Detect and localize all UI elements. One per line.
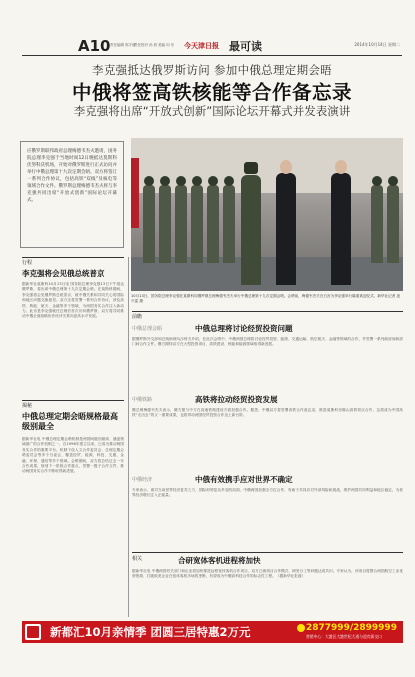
- masthead: [22, 34, 402, 56]
- honor-guard: [175, 185, 187, 263]
- leader-figure: [331, 173, 351, 285]
- article-title: 高铁将拉动经贸投资发展: [195, 395, 278, 404]
- photo-caption: 10月13日，国务院总理李克强在莫斯科同俄罗斯总理梅德韦杰夫举行中俄总理第十九次定期会晤。会晤前，梅德韦杰夫在白宫为李克强举行隆重欢迎仪式。新华社记者 庞兴雷 摄: [131, 294, 401, 303]
- article-body: 据新华社电 中俄两国有关部门和企业将加快推进远程宽体客机合作项目，双方已就项目合作模式、研发分工等问题达成共识。专家认为，该项目将整合两国航空工业优势资源，打破欧美企业在宽体客机市场的垄断，有望成为中俄高科技合作的标志性工程。（据新华社报道）: [132, 569, 403, 579]
- section-tag: 前瞻: [132, 314, 143, 320]
- section-subtag: 中俄经济: [132, 477, 153, 483]
- developer-logo-icon: [25, 624, 41, 640]
- phone-icon: [297, 624, 305, 632]
- real-estate-ad-banner[interactable]: [22, 621, 403, 643]
- lead-text-box: 应俄罗斯联邦政府总理梅德韦杰夫邀请，国务院总理李克强于当地时间12日晚抵达莫斯科伏努科沃机场，开始对俄罗斯进行正式访问并举行中俄总理第十九次定期会晤。双方将签订一系列合作协议，包括高铁“双线”及核电等领域合作文件。俄罗斯总理梅德韦杰夫将与李克强共同出席“开放式创新”国际论坛开幕式。: [20, 141, 124, 248]
- section-divider: [22, 400, 124, 401]
- news-photo: [131, 138, 403, 291]
- article-body: 据俄罗斯外交部和总统助理乌沙科夫介绍，在此次会晤中，中俄两国总理将讨论经贸投资、能源、交通运输、航空航天、金融等领域的合作，并签署一系列政府间和部门间合作文件。俄方期待双方在大型投资项目、高铁建设、核能和能源领域取得新进展。: [132, 337, 403, 347]
- article-body: 据新华社电 中俄总理定期会晤机制是两国间级别最高、涵盖领域最广的合作机制之一，自1996年建立以来，已成为推动两国务实合作的重要平台。机制下设人文合作委员会、总理定期会晤委员会等多个分委会，覆盖经贸、能源、科技、交通、金融、环保、通信等多个领域。会晤期间，双方将总结过去一年合作成果，规划下一阶段合作重点，签署一揽子合作文件，推动两国务实合作不断取得新进展。: [22, 437, 124, 474]
- story-kicker: 李克强抵达俄罗斯访问 参加中俄总理定期会晤: [92, 63, 332, 77]
- article-body: 据新华社莫斯科10月13日电 国务院总理李克强13日下午抵达俄罗斯，将出席中俄总理第十九次定期会晤。在莫斯科期间，李克强将会见俄罗斯总统普京，就中俄关系和共同关心的国际和地区问题交换意见。双方还将签署一系列合作协议，涉及高铁、核能、航天、金融等多个领域，为两国务实合作注入新动力。此访是李克强就任总理后首次访问俄罗斯，双方将共同推动中俄全面战略协作伙伴关系向更高水平发展。: [22, 282, 124, 319]
- honor-guard: [191, 185, 203, 263]
- section-tag: 相关: [132, 556, 143, 562]
- story-headline: 中俄将签高铁核能等合作备忘录: [71, 81, 352, 104]
- honor-guard: [159, 185, 171, 263]
- article-body: 俄总理梅德韦杰夫表示，俄方愿与中方在高速铁路建设方面加强合作。据悉，中俄双方将签署高铁合作备忘录，推进莫斯科至喀山高铁项目合作，这将成为中国高铁“走出去”的又一重要成果，也将带动两国经贸投资合作迈上新台阶。: [132, 408, 403, 418]
- newspaper-logo: 今天津日报: [184, 41, 219, 50]
- article-title: 中俄有效携手应对世界不确定: [195, 475, 293, 484]
- honor-guard: [223, 185, 235, 263]
- proofreader-credit: 责任校对 孙 欣: [134, 43, 158, 47]
- column-rule: [128, 257, 129, 617]
- issue-date: 2014年10月14日 星期二: [354, 42, 400, 47]
- page-number: A10: [78, 37, 111, 55]
- ad-headline: 新都汇10月亲情季 团圆三居特惠2万元: [50, 625, 251, 639]
- honor-guard: [387, 185, 399, 263]
- section-divider: [132, 552, 403, 553]
- article-title: 合研宽体客机进程将加快: [178, 556, 261, 565]
- ad-phone[interactable]: 2877999/2899999: [306, 623, 397, 633]
- flag-icon: [131, 158, 139, 228]
- leader-figure: [276, 173, 296, 285]
- section-tag: 行程: [22, 260, 33, 266]
- section-subtag: 中俄总理会晤: [132, 326, 163, 332]
- photo-red-carpet: [131, 257, 403, 291]
- article-body: 专家表示，面对当前世界经济复苏乏力、国际形势复杂多变的局面，中俄两国加强全方位合作，有助于共同应对外部风险和挑战，维护两国共同利益和地区稳定，为世界经济增长注入正能量。: [132, 488, 403, 498]
- article-title: 中俄总理将讨论经贸投资问题: [195, 324, 293, 333]
- article-title: 李克强将会见俄总统普京: [22, 269, 105, 278]
- story-subhead: 李克强将出席“开放式创新”国际论坛开幕式并发表演讲: [73, 104, 351, 118]
- photo-background-wall: [131, 138, 403, 193]
- honor-guard: [371, 185, 383, 263]
- section-tag: 揭秘: [22, 403, 33, 409]
- honor-guard: [207, 185, 219, 263]
- section-divider: [22, 257, 124, 258]
- section-divider: [132, 311, 403, 312]
- honor-guard: [143, 185, 155, 263]
- section-subtag: 中俄铁路: [132, 397, 153, 403]
- editor-credit: 责任编辑 郭宇航: [110, 43, 136, 47]
- section-title: 最可读: [229, 40, 262, 53]
- article-title: 中俄总理定期会晤规格最高级别最全: [22, 412, 118, 431]
- officer-figure: [241, 175, 261, 285]
- ad-address: 营销中心：大港区大港世纪大道与迎宾街交口: [306, 634, 382, 639]
- designer-credit: 美编 向 东: [158, 43, 175, 47]
